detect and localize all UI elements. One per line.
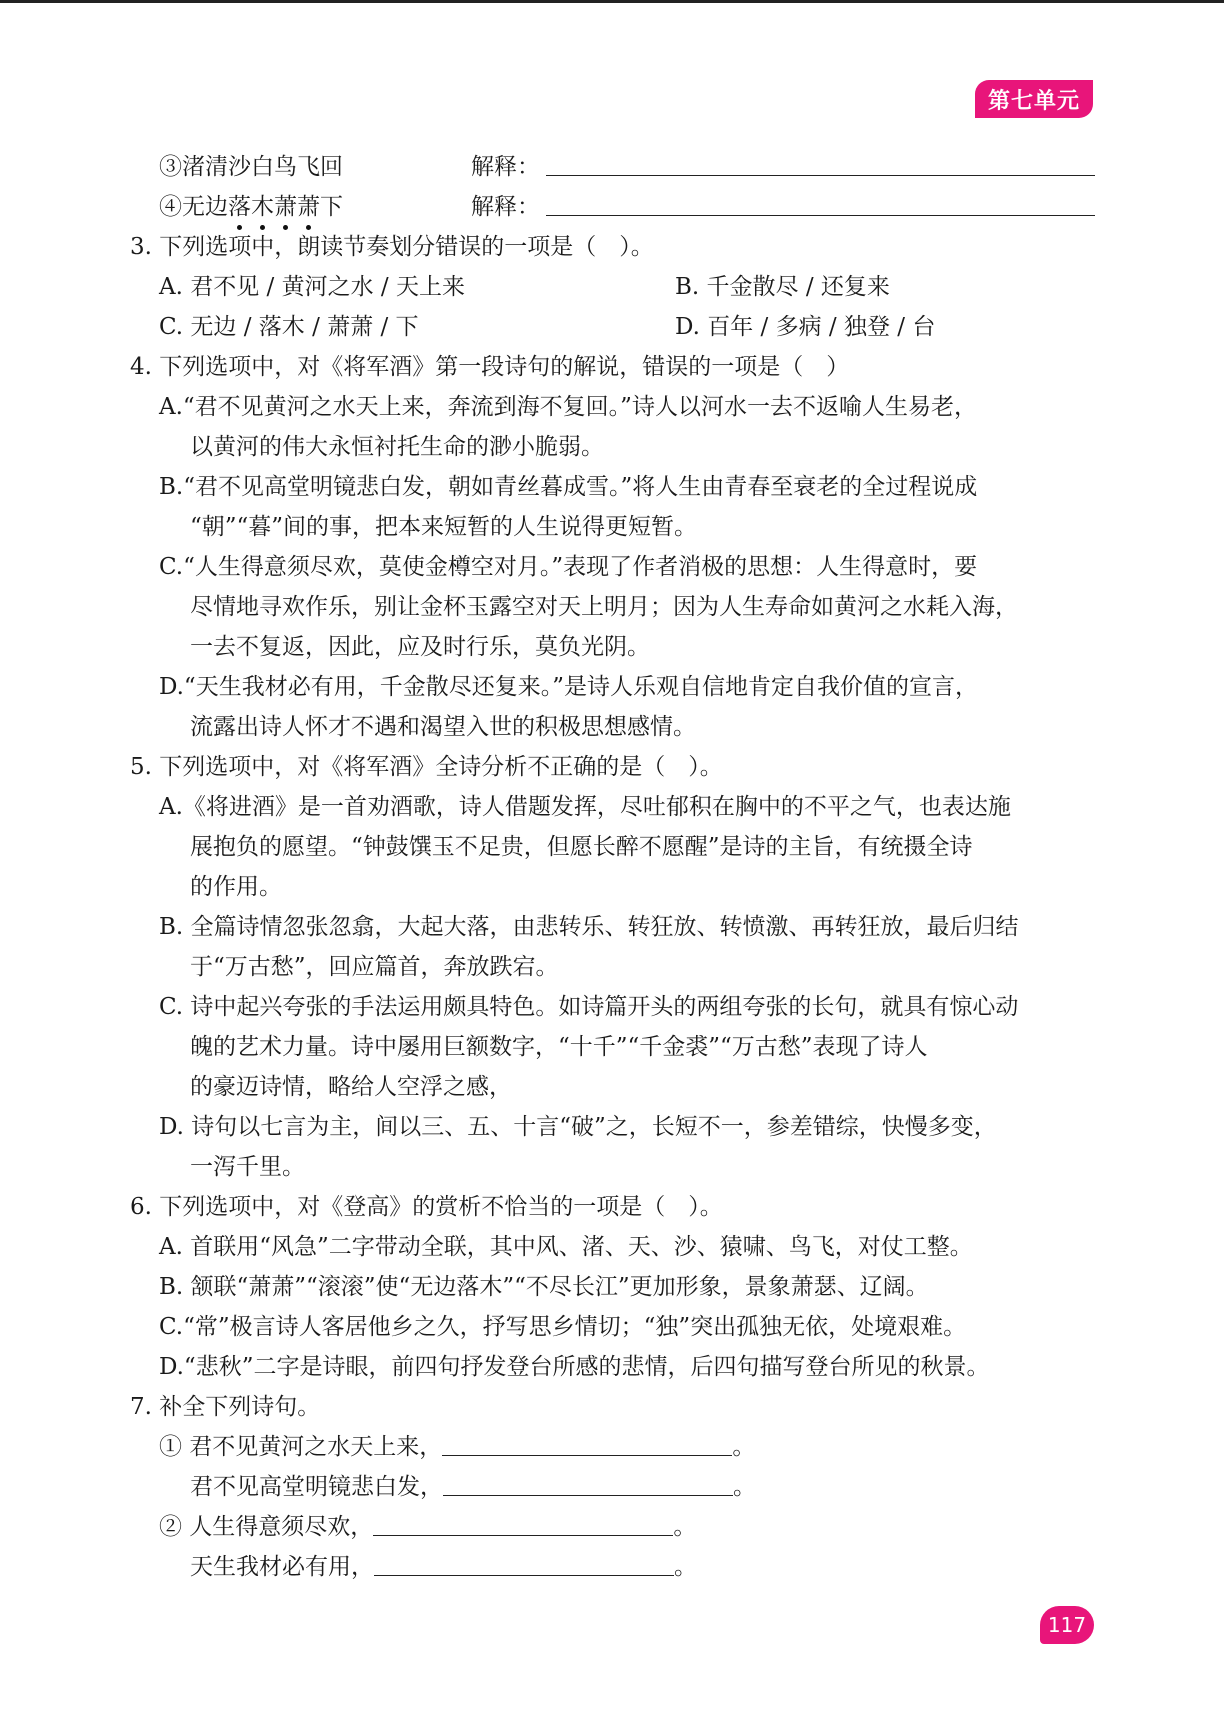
q5-option-a-cont: 展抱负的愿望。“钟鼓馔玉不足贵，但愿长醉不愿醒”是诗的主旨，有统摄全诗 — [190, 834, 973, 860]
q5-option-a-cont: 的作用。 — [190, 874, 282, 900]
q7-line-4 — [130, 1547, 1095, 1587]
q5-option-b-cont: 于“万古愁”，回应篇首，奔放跌宕。 — [190, 954, 559, 980]
q5-option-d[interactable]: D. 诗句以七言为主，间以三、五、十言“破”之，长短不一，参差错综，快慢多变， — [159, 1114, 997, 1140]
q3-option-d[interactable]: D. 百年 / 多病 / 独登 / 台 — [675, 314, 936, 340]
q2-item-4-answer-blank[interactable] — [546, 191, 1095, 216]
period: 。 — [673, 1514, 697, 1540]
q3-options-row-1 — [130, 267, 1095, 307]
q7-line-3 — [130, 1507, 1095, 1547]
q4-option-c-cont: 尽情地寻欢作乐，别让金杯玉露空对天上明月；因为人生寿命如黄河之水耗入海， — [190, 594, 1018, 620]
q4-option-a-cont: 以黄河的伟大永恒衬托生命的渺小脆弱。 — [190, 434, 604, 460]
q5-option-a[interactable]: A.《将进酒》是一首劝酒歌，诗人借题发挥，尽吐郁积在胸中的不平之气，也表达施 — [159, 794, 1011, 820]
page-content — [130, 147, 1095, 1587]
q7-blank-1[interactable] — [442, 1431, 732, 1456]
q4-option-c-cont: 一去不复返，因此，应及时行乐，莫负光阴。 — [190, 634, 650, 660]
q3-option-b[interactable]: B. 千金散尽 / 还复来 — [675, 274, 890, 300]
q6-stem: 6. 下列选项中，对《登高》的赏析不恰当的一项是（ ）。 — [130, 1194, 723, 1220]
page-number: 117 — [1040, 1606, 1094, 1644]
dotted-char: 萧 — [297, 187, 320, 227]
q2-item-4 — [130, 187, 1095, 227]
q4-stem: 4. 下列选项中，对《将军酒》第一段诗句的解说，错误的一项是（ ） — [130, 354, 850, 380]
q5-option-b[interactable]: B. 全篇诗情忽张忽翕，大起大落，由悲转乐、转狂放、转愤激、再转狂放，最后归结 — [159, 914, 1019, 940]
q2-item-3-label: 解释： — [471, 154, 540, 180]
q4-option-d-cont: 流露出诗人怀才不遇和渴望入世的积极思想感情。 — [190, 714, 696, 740]
q7-line-3-text: ② 人生得意须尽欢， — [159, 1514, 374, 1540]
q6-option-b[interactable]: B. 颔联“萧萧”“滚滚”使“无边落木”“不尽长江”更加形象，景象萧瑟、辽阔。 — [159, 1274, 929, 1300]
q7-line-2-text: 君不见高堂明镜悲白发， — [190, 1474, 443, 1500]
q6-option-d[interactable]: D.“悲秋”二字是诗眼，前四句抒发登台所感的悲情，后四句描写登台所见的秋景。 — [159, 1354, 990, 1380]
q3-option-c[interactable]: C. 无边 / 落木 / 萧萧 / 下 — [159, 314, 419, 340]
q5-option-c-cont: 魄的艺术力量。诗中屡用巨额数字，“十千”“千金裘”“万古愁”表现了诗人 — [190, 1034, 928, 1060]
q4-option-d[interactable]: D.“天生我材必有用，千金散尽还复来。”是诗人乐观自信地肯定自我价值的宣言， — [159, 674, 978, 700]
q2-item-4-prefix: ④无边 — [159, 194, 228, 220]
q7-blank-4[interactable] — [374, 1551, 674, 1576]
q7-line-4-text: 天生我材必有用， — [190, 1554, 374, 1580]
q2-item-4-label: 解释： — [471, 194, 540, 220]
dotted-char: 落 — [228, 187, 251, 227]
q3-option-a[interactable]: A. 君不见 / 黄河之水 / 天上来 — [159, 274, 465, 300]
dotted-char: 萧 — [274, 187, 297, 227]
q2-item-4-suffix: 下 — [320, 194, 343, 220]
q2-item-3-text: ③渚清沙白鸟飞回 — [159, 154, 343, 180]
q5-option-d-cont: 一泻千里。 — [190, 1154, 305, 1180]
dotted-char: 木 — [251, 187, 274, 227]
q6-option-c[interactable]: C.“常”极言诗人客居他乡之久，抒写思乡情切；“独”突出孤独无依，处境艰难。 — [159, 1314, 967, 1340]
q4-option-b-cont: “朝”“暮”间的事，把本来短暂的人生说得更短暂。 — [190, 514, 698, 540]
q2-item-3 — [130, 147, 1095, 187]
period: 。 — [733, 1474, 756, 1500]
q7-stem: 7. 补全下列诗句。 — [130, 1394, 321, 1420]
q6-option-a[interactable]: A. 首联用“风急”二字带动全联，其中风、渚、天、沙、猿啸、鸟飞，对仗工整。 — [159, 1234, 973, 1260]
q2-item-3-answer-blank[interactable] — [546, 151, 1095, 176]
period: 。 — [674, 1554, 697, 1580]
period: 。 — [732, 1434, 756, 1460]
q7-blank-3[interactable] — [373, 1511, 673, 1536]
unit-tab: 第七单元 — [975, 80, 1093, 118]
q5-option-c-cont: 的豪迈诗情，略给人空浮之感， — [190, 1074, 512, 1100]
q4-option-b[interactable]: B.“君不见高堂明镜悲白发，朝如青丝暮成雪。”将人生由青春至衰老的全过程说成 — [159, 474, 978, 500]
q5-stem: 5. 下列选项中，对《将军酒》全诗分析不正确的是（ ）。 — [130, 754, 723, 780]
q7-line-1-text: ① 君不见黄河之水天上来， — [159, 1434, 443, 1460]
top-rule — [0, 0, 1224, 3]
q7-line-2 — [130, 1467, 1095, 1507]
q7-blank-2[interactable] — [443, 1471, 733, 1496]
q4-option-a[interactable]: A.“君不见黄河之水天上来，奔流到海不复回。”诗人以河水一去不返喻人生易老， — [159, 394, 977, 420]
q5-option-c[interactable]: C. 诗中起兴夸张的手法运用颇具特色。如诗篇开头的两组夸张的长句，就具有惊心动 — [159, 994, 1019, 1020]
q3-options-row-2 — [130, 307, 1095, 347]
q7-line-1 — [130, 1427, 1095, 1467]
q4-option-c[interactable]: C.“人生得意须尽欢，莫使金樽空对月。”表现了作者消极的思想：人生得意时，要 — [159, 554, 978, 580]
q3-stem: 3. 下列选项中，朗读节奏划分错误的一项是（ ）。 — [130, 234, 654, 260]
